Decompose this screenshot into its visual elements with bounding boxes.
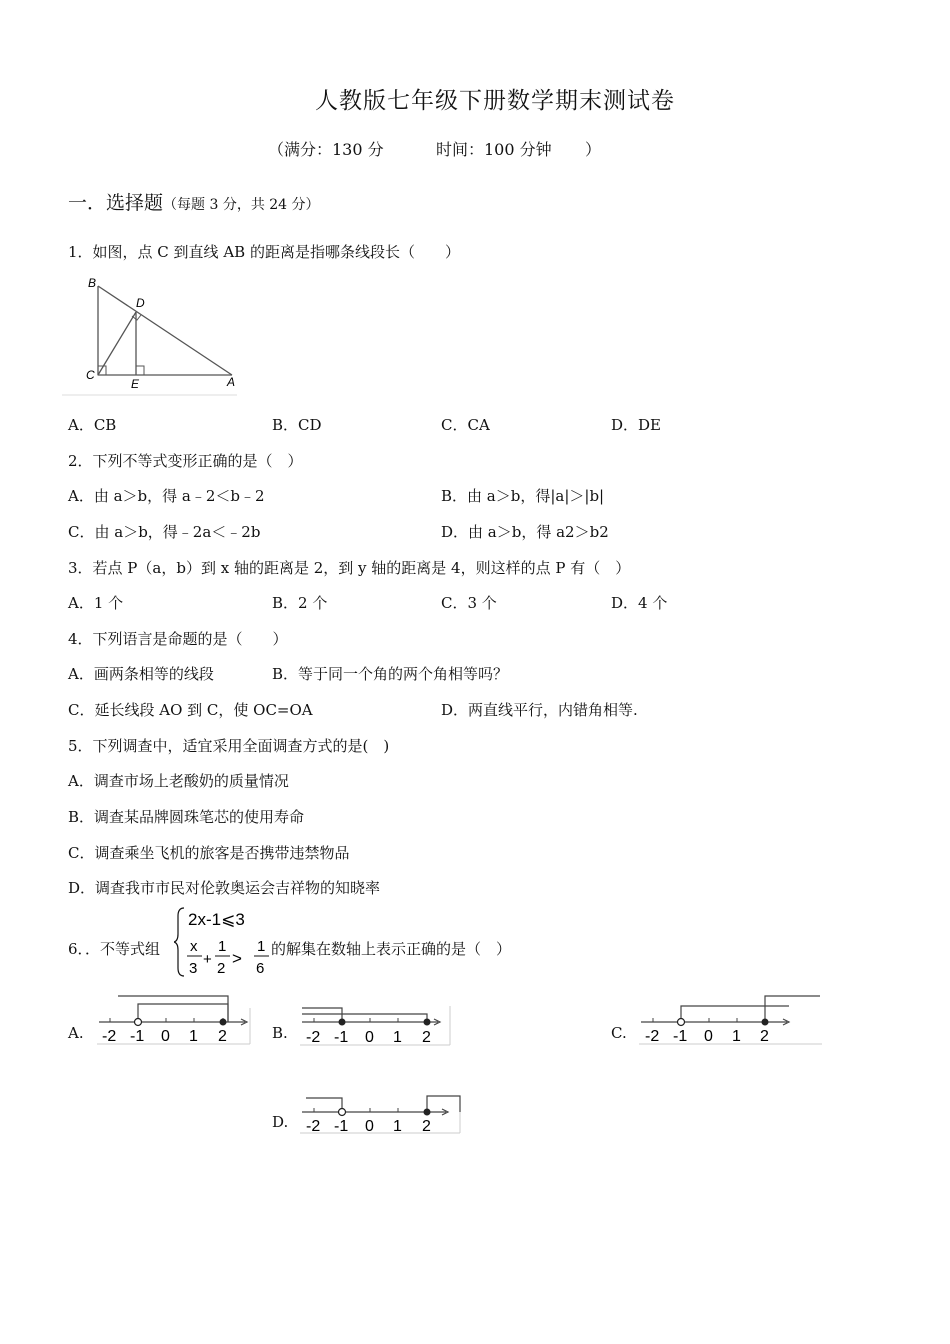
label-d: D [136, 296, 145, 310]
q4-option-a: A．画两条相等的线段 [68, 665, 214, 683]
tick-label: 1 [189, 1028, 198, 1045]
tick-label: -2 [645, 1028, 660, 1045]
question-6-stem-post: 的解集在数轴上表示正确的是（ ） [271, 940, 512, 958]
q6-option-b-label: B. [272, 1024, 288, 1042]
tick-label: 0 [704, 1028, 713, 1045]
fraction-c-den: 6 [256, 960, 265, 977]
label-a: A [227, 375, 236, 389]
q2-option-a: A．由 a＞b，得 a﹣2＜b﹣2 [68, 487, 265, 505]
question-2-stem: 2．下列不等式变形正确的是（ ） [68, 452, 303, 470]
fraction-c-num: 1 [257, 938, 266, 955]
number-line-a [95, 992, 255, 1048]
tick-label: -1 [334, 1118, 349, 1135]
question-1-stem: 1．如图，点 C 到直线 AB 的距离是指哪条线段长（ ） [68, 243, 460, 261]
q1-option-a: A．CB [68, 416, 117, 434]
tick-label: 0 [365, 1029, 374, 1046]
number-line-c [637, 990, 827, 1048]
q2-option-c: C．由 a＞b，得﹣2a＜﹣2b [68, 523, 261, 541]
label-b: B [88, 276, 97, 290]
greater-sign: > [232, 949, 242, 968]
q2-option-d: D．由 a＞b，得 a2＞b2 [441, 523, 609, 541]
q3-option-c: C．3 个 [441, 594, 497, 612]
tick-label: 2 [218, 1028, 227, 1045]
question-3-stem: 3．若点 P（a，b）到 x 轴的距离是 2，到 y 轴的距离是 4，则这样的点 P 有（ ） [68, 559, 631, 577]
q2-option-b: B．由 a＞b，得|a|＞|b| [441, 487, 605, 505]
q4-option-b: B．等于同一个角的两个角相等吗？ [272, 665, 509, 683]
section-heading [68, 188, 320, 215]
question-5-stem: 5．下列调查中，适宜采用全面调查方式的是( ) [68, 737, 390, 755]
q4-option-c: C．延长线段 AO 到 C，使 OC=OA [68, 701, 313, 719]
q5-option-c: C．调查乘坐飞机的旅客是否携带违禁物品 [68, 844, 350, 862]
number-line-d [298, 1090, 464, 1136]
question-6-stem-pre: 6．．不等式组 [68, 940, 161, 958]
question-4-stem: 4．下列语言是命题的是（ ） [68, 630, 288, 648]
q5-option-d: D．调查我市市民对伦敦奥运会吉祥物的知晓率 [68, 879, 381, 897]
inequality-system [174, 904, 272, 980]
fraction-b-num: 1 [218, 938, 227, 955]
q6-option-a-label: A. [68, 1024, 84, 1042]
q4-option-d: D．两直线平行，内错角相等. [441, 701, 638, 719]
tick-label: 2 [422, 1118, 431, 1135]
q1-option-d: D．DE [611, 416, 662, 434]
q5-option-a: A．调查市场上老酸奶的质量情况 [68, 772, 289, 790]
q6-option-c-label: C. [611, 1024, 627, 1042]
tick-label: 0 [365, 1118, 374, 1135]
tick-label: 1 [393, 1029, 402, 1046]
fraction-a-num: x [190, 938, 198, 955]
number-line-b [298, 1000, 454, 1048]
label-e: E [131, 377, 140, 391]
plus-sign: + [203, 951, 212, 968]
q6-option-d-label: D. [272, 1113, 289, 1131]
tick-label: 1 [393, 1118, 402, 1135]
q5-option-b: B．调查某品牌圆珠笔芯的使用寿命 [68, 808, 305, 826]
fraction-b-den: 2 [217, 960, 226, 977]
tick-label: -2 [306, 1118, 321, 1135]
tick-label: -1 [334, 1029, 349, 1046]
triangle-figure [62, 272, 242, 400]
q3-option-b: B．2 个 [272, 594, 328, 612]
tick-label: -1 [130, 1028, 145, 1045]
tick-label: 2 [422, 1029, 431, 1046]
tick-label: 2 [760, 1028, 769, 1045]
tick-label: -1 [673, 1028, 688, 1045]
tick-label: -2 [102, 1028, 117, 1045]
section-title: 一．选择题 [68, 192, 164, 214]
tick-label: 0 [161, 1028, 170, 1045]
q1-option-c: C．CA [441, 416, 490, 434]
q1-option-b: B．CD [272, 416, 322, 434]
fraction-a-den: 3 [189, 960, 198, 977]
full-score-label: （满分：130 分 [268, 140, 384, 159]
subtitle-close: ） [585, 140, 602, 159]
inequality-1: 2x-1⩽3 [188, 910, 245, 929]
tick-label: -2 [306, 1029, 321, 1046]
q3-option-d: D．4 个 [611, 594, 668, 612]
label-c: C [86, 368, 95, 382]
q3-option-a: A．1 个 [68, 594, 124, 612]
time-label: 时间：100 分钟 [436, 140, 552, 159]
section-note: （每题 3 分，共 24 分） [163, 197, 320, 213]
page-title: 人教版七年级下册数学期末测试卷 [315, 88, 675, 114]
tick-label: 1 [732, 1028, 741, 1045]
